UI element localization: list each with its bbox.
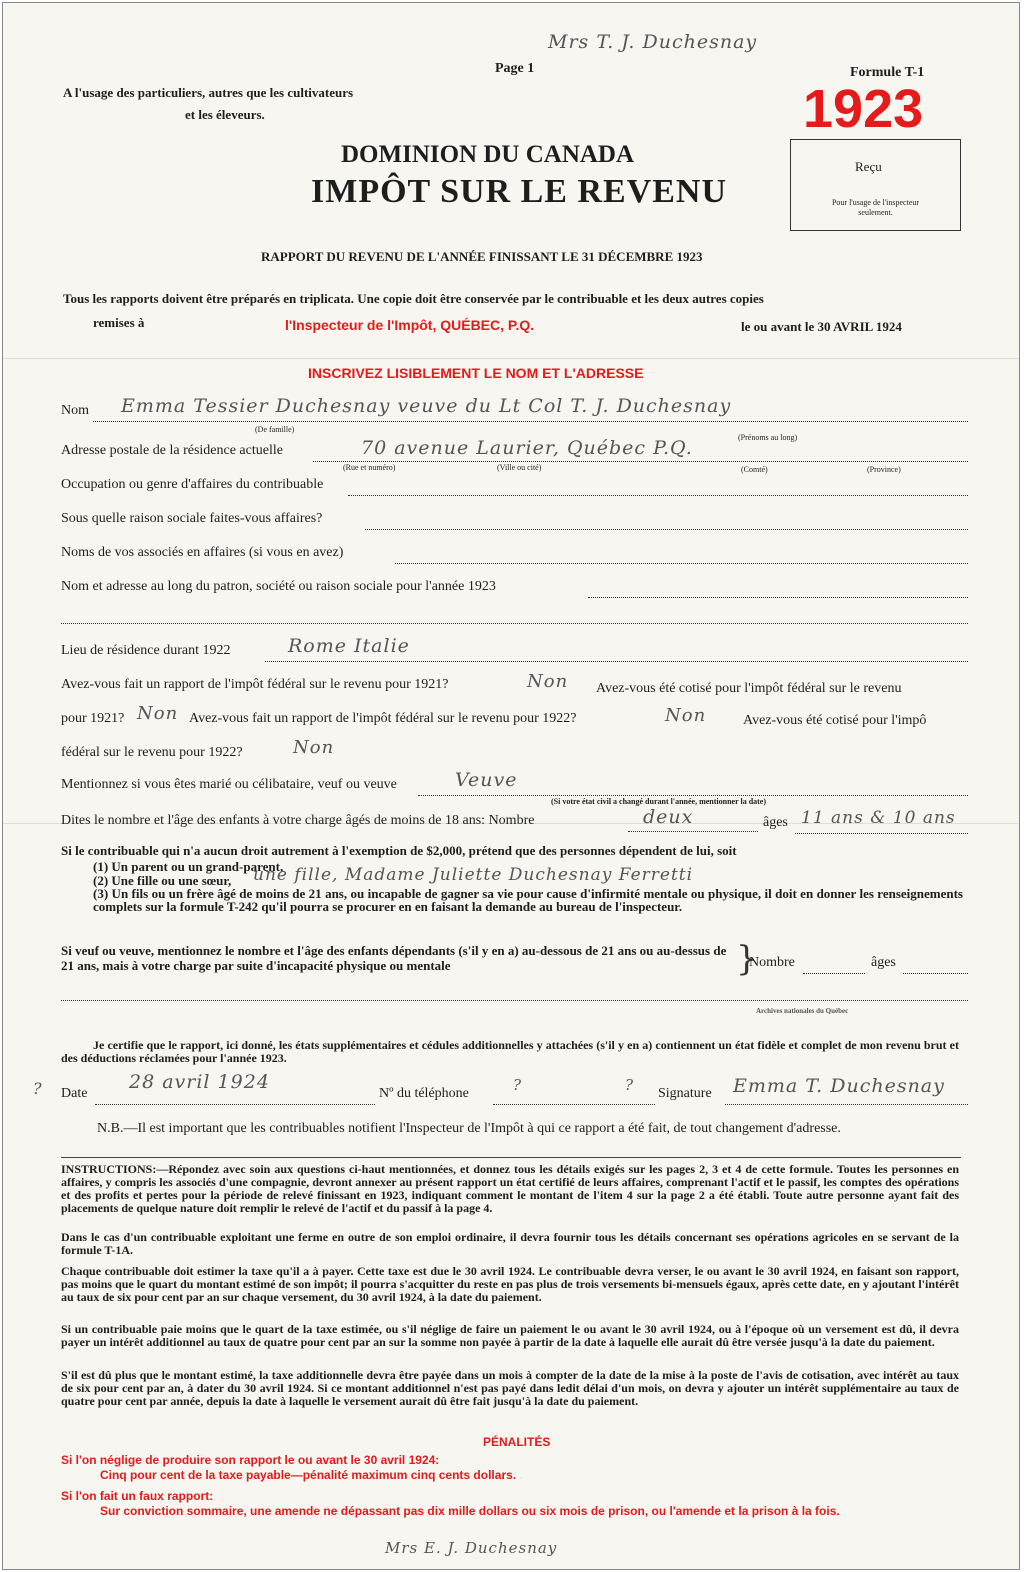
deadline: le ou avant le 30 AVRIL 1924 [741,319,902,334]
date-label: Date [61,1086,88,1101]
legibility-heading: INSCRIVEZ LISIBLEMENT LE NOM ET L'ADRESSE [308,365,644,381]
title-dominion: DOMINION DU CANADA [341,141,635,168]
tax-form-page [2,2,1020,1570]
phone-value[interactable]: ? [513,1076,523,1094]
adresse-sub-province: (Province) [867,465,901,474]
q-rapport-1922-value[interactable]: Non [665,705,707,726]
instruction-4: Si un contribuable paie moins que le quart de la taxe estimée, ou s'il néglige de faire un paiement le ou avant le 30 avril 1924, ou à l'époque où un versement est dû, il devra payer un intérêt additionnel au taux de quatre pour cent par an sur la somme non payée à partir de la date à laquelle elle aurait dû être versée jusqu'à la date du paiement. [61,1322,959,1349]
etat-civil-label: Mentionnez si vous êtes marié ou célibataire, veuf ou veuve [61,777,397,792]
q-cotise-1922-label: Avez-vous été cotisé pour l'impô [743,713,927,728]
adresse-sub-county: (Comté) [741,465,768,474]
certification-text: Je certifie que le rapport, ici donné, les états supplémentaires et cédules additionnelles y attachées (s'il y en a) contiennent un état fidèle et complet de mon revenu brut et des déductions réclamées pour l'année 1923. [61,1038,959,1065]
raison-sociale-label: Sous quelle raison sociale faites-vous affaires? [61,511,323,526]
q-rapport-1921-value[interactable]: Non [527,671,569,692]
adresse-value[interactable]: 70 avenue Laurier, Québec P.Q. [361,437,693,459]
associes-label: Noms de vos associés en affaires (si vous en avez) [61,545,344,560]
residence-1922-value[interactable]: Rome Italie [288,635,410,657]
etat-civil-value[interactable]: Veuve [455,769,518,791]
date-value[interactable]: 28 avril 1924 [129,1071,270,1093]
signature-label: Signature [658,1086,712,1101]
penalty-2-title: Si l'on fait un faux rapport: [61,1489,214,1503]
patron-line-2[interactable] [61,608,968,624]
received-note-line2: seulement. [858,208,893,217]
occupation-label: Occupation ou genre d'affaires du contribuable [61,477,324,492]
received-label: Reçu [855,159,882,174]
enfants-label: Dites le nombre et l'âge des enfants à votre charge âgés de moins de 18 ans: Nombre [61,813,535,828]
penalty-2-text: Sur conviction sommaire, une amende ne dépassant pas dix mille dollars ou six mois de prison, ou l'amende et la prison à la fois. [100,1504,840,1518]
q-cotise-1921-label: Avez-vous été cotisé pour l'impôt fédéral sur le revenu [596,681,902,696]
adresse-label: Adresse postale de la résidence actuelle [61,443,283,458]
received-note-line1: Pour l'usage de l'inspecteur [831,198,920,207]
report-heading: RAPPORT DU REVENU DE L'ANNÉE FINISSANT LE 31 DÉCEMBRE 1923 [261,249,703,264]
margin-mark: ? [33,1079,43,1098]
residence-1922-label: Lieu de résidence durant 1922 [61,643,231,658]
occupation-line[interactable] [348,480,968,496]
enfants-ages-label: âges [763,815,788,830]
q-rapport-1921-label: Avez-vous fait un rapport de l'impôt fédéral sur le revenu pour 1921? [61,677,449,692]
adresse-sub-city: (Ville ou cité) [497,463,542,472]
veuf-ages-label: âges [871,955,896,970]
penalties-heading: PÉNALITÉS [483,1435,551,1449]
instruction-5: S'il est dû plus que le montant estimé, la taxe additionnelle devra être payée dans un mois à compter de la date de la mise à la poste de l'avis de cotisation, avec intérêt au taux de six pour cent par an, à dater du 30 avril 1924. Si ce montant additionnel n'est pas payé dans ledit délai d'un mois, on devra y ajouter un intérêt supplémentaire au taux de quatre pour cent par année, depuis la date à laquelle le versement aurait dû être fait jusqu'à la date du paiement. [61,1368,959,1408]
patron-line[interactable] [588,582,968,598]
exemption-item-1: (1) Un parent ou un grand-parent, [93,859,284,874]
signature-value[interactable]: Emma T. Duchesnay [733,1075,945,1097]
nom-sub-family: (De famille) [255,425,295,434]
q-cotise-1922-label-b: fédéral sur le revenu pour 1922? [61,745,243,760]
q-cotise-1921-label-b: pour 1921? [61,711,125,726]
adresse-sub-street: (Rue et numéro) [343,463,396,472]
veuf-text: Si veuf ou veuve, mentionnez le nombre et l'âge des enfants dépendants (s'il y en a) au-dessous de 21 ans ou au-dessus de 21 ans, mais à votre charge par suite d'incapacité physique ou mentale [61,943,727,973]
instruction-1: INSTRUCTIONS:—Répondez avec soin aux questions ci-haut mentionnées, et donnez tous les détails exigés sur les pages 2, 3 et 4 de cette formule. Toutes les personnes en affaires, y compris les associés d'une compagnie, devront annexer au présent rapport un état certifié de leurs affaires, comprenant l'actif et le passif, les comptes des opérations et des profits et pertes pour la période de relevé finissant en 1923, indiquant comment le montant de l'item 4 sur la page 2 a été établi. Toute autre personne ayant fait des placements de quelque nature doit remplir le relevé de l'actif et du passif à la page 4. [61,1162,959,1215]
veuf-nombre-line[interactable] [803,958,865,974]
triplicate-line1: Tous les rapports doivent être préparés en triplicata. Une copie doit être conservée par le contribuable et les deux autres copies [63,291,764,306]
title-impot: IMPÔT SUR LE REVENU [311,173,728,210]
triplicate-remises: remises à [93,315,145,330]
top-annotation: Mrs T. J. Duchesnay [548,31,758,53]
penalty-1-text: Cinq pour cent de la taxe payable—pénalité maximum cinq cents dollars. [100,1468,517,1482]
nb-text: N.B.—Il est important que les contribuables notifient l'Inspecteur de l'Impôt à qui ce rapport a été fait, de tout changement d'adresse. [97,1121,841,1136]
veuf-nombre-label: Nombre [749,955,795,970]
exemption-item-2: (2) Une fille ou une sœur, [93,873,232,888]
enfants-nombre-value[interactable]: deux [643,806,694,828]
divider [61,1157,961,1158]
associes-line[interactable] [395,548,968,564]
phone-label: Nº du téléphone [379,1086,469,1101]
usage-note-line1: A l'usage des particuliers, autres que les cultivateurs [63,85,354,100]
patron-label: Nom et adresse au long du patron, société ou raison sociale pour l'année 1923 [61,579,496,594]
exemption-item-3: (3) Un fils ou un frère âgé de moins de 21 ans, ou incapable de gagner sa vie pour cause d'infirmité mentale ou physique, il doit en donner les renseignements complets sur la formule T-242 qu'il pourra se procurer en en faisant la demande au bureau de l'inspecteur. [93,886,963,914]
inspector-address: l'Inspecteur de l'Impôt, QUÉBEC, P.Q. [285,317,535,333]
phone-mark: ? [625,1076,635,1094]
form-label: Formule T-1 [850,65,925,80]
q-rapport-1922-label: Avez-vous fait un rapport de l'impôt fédéral sur le revenu pour 1922? [189,711,577,726]
bottom-annotation: Mrs E. J. Duchesnay [385,1539,558,1557]
penalty-1-title: Si l'on néglige de produire son rapport le ou avant le 30 avril 1924: [61,1453,440,1467]
year-stamp: 1923 [803,79,924,139]
veuf-brace: } [736,939,758,979]
nom-sub-given: (Prénoms au long) [738,433,798,442]
q-cotise-1922-value[interactable]: Non [293,737,335,758]
page-label: Page 1 [495,61,535,76]
usage-note-line2: et les éleveurs. [185,107,265,122]
instruction-2: Dans le cas d'un contribuable exploitant une ferme en outre de son emploi ordinaire, il devra fournir tous les détails concernant ses opérations agricoles en se servant de la formule T-1A. [61,1230,959,1257]
veuf-ages-line[interactable] [903,958,968,974]
nom-label: Nom [61,403,89,418]
nom-value[interactable]: Emma Tessier Duchesnay veuve du Lt Col T. J. Duchesnay [121,395,732,417]
archives-stamp: Archives nationales du Québec [756,1007,849,1015]
q-cotise-1921-value[interactable]: Non [137,703,179,724]
fold-line [3,358,1019,359]
instruction-3: Chaque contribuable doit estimer la taxe qu'il a à payer. Cette taxe est due le 30 avril 1924. Le contribuable devra verser, le ou avant le 30 avril 1924, en faisant son rapport, pas moins que le quart du montant estimé de son impôt; il pourra s'acquitter du reste en pas plus de trois versements bi-mensuels égaux, après cette date, en y ajoutant l'intérêt au taux de six pour cent par an sur chaque versement, du 30 avril 1924, à la date du paiement. [61,1264,959,1304]
exemption-intro: Si le contribuable qui n'a aucun droit autrement à l'exemption de $2,000, prétend que des personnes dépendent de lui, soit [61,843,737,858]
etat-civil-note: (Si votre état civil a changé durant l'année, mentionner la date) [551,797,767,806]
veuf-line-2[interactable] [61,985,968,1001]
received-box [790,139,961,231]
exemption-value[interactable]: une fille, Madame Juliette Duchesnay Ferretti [253,865,694,885]
raison-sociale-line[interactable] [365,514,968,530]
enfants-ages-value[interactable]: 11 ans & 10 ans [801,808,956,828]
